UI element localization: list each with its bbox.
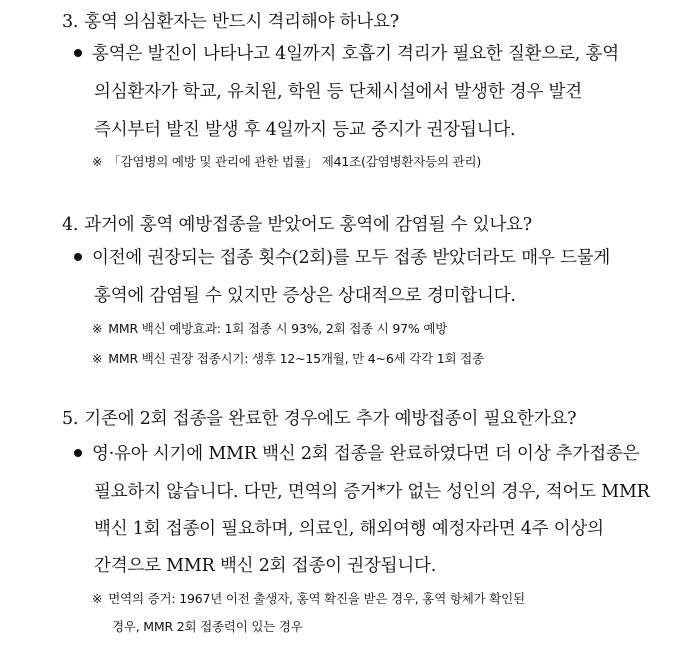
note-mark: ※ — [92, 321, 103, 336]
question-4 — [62, 211, 532, 236]
answer-5-line-3: 백신 1회 접종이 필요하며, 의료인, 해외여행 예정자라면 4주 이상의 — [94, 519, 604, 539]
note-5-1: ※ 면역의 증거: 1967년 이전 출생자, 홍역 확진을 받은 경우, 홍역 항체가 확인된 — [92, 591, 525, 606]
question-number: 4. — [62, 215, 79, 235]
answer-5-line-2: 필요하지 않습니다. 다만, 면역의 증거*가 없는 성인의 경우, 적어도 MMR — [94, 482, 650, 502]
answer-3-line-3: 즉시부터 발진 발생 후 4일까지 등교 중지가 권장됩니다. — [94, 120, 516, 140]
question-text: 과거에 홍역 예방접종을 받았어도 홍역에 감염될 수 있나요? — [84, 215, 532, 235]
question-text: 기존에 2회 접종을 완료한 경우에도 추가 예방접종이 필요한가요? — [84, 409, 577, 429]
note-4-1: ※ MMR 백신 예방효과: 1회 접종 시 93%, 2회 접종 시 97% 예방 — [92, 321, 448, 336]
answer-3-line-1: 홍역은 발진이 나타나고 4일까지 호흡기 격리가 필요한 질환으로, 홍역 — [74, 40, 619, 65]
bullet-icon — [74, 49, 82, 57]
question-3 — [62, 8, 399, 33]
question-number: 3. — [62, 12, 79, 32]
note-5-1-continued: 경우, MMR 2회 접종력이 있는 경우 — [112, 619, 303, 634]
answer-5-line-4: 간격으로 MMR 백신 2회 접종이 권장됩니다. — [94, 556, 437, 576]
answer-5-line-1: 영·유아 시기에 MMR 백신 2회 접종을 완료하였다면 더 이상 추가접종은 — [74, 440, 639, 465]
note-mark: ※ — [92, 591, 103, 606]
bullet-icon — [74, 253, 82, 261]
question-text: 홍역 의심환자는 반드시 격리해야 하나요? — [84, 12, 399, 32]
note-3-1: ※ 「감염병의 예방 및 관리에 관한 법률」 제41조(감염병환자등의 관리) — [92, 154, 482, 169]
note-mark: ※ — [92, 351, 103, 366]
answer-4-line-2: 홍역에 감염될 수 있지만 증상은 상대적으로 경미합니다. — [94, 286, 516, 306]
answer-4-line-1: 이전에 권장되는 접종 횟수(2회)를 모두 접종 받았더라도 매우 드물게 — [74, 244, 610, 269]
answer-3-line-2: 의심환자가 학교, 유치원, 학원 등 단체시설에서 발생한 경우 발견 — [94, 82, 582, 102]
note-mark: ※ — [92, 154, 103, 169]
bullet-icon — [74, 449, 82, 457]
question-5 — [62, 405, 576, 430]
note-4-2: ※ MMR 백신 권장 접종시기: 생후 12~15개월, 만 4~6세 각각 1회 접종 — [92, 351, 484, 366]
question-number: 5. — [62, 409, 79, 429]
